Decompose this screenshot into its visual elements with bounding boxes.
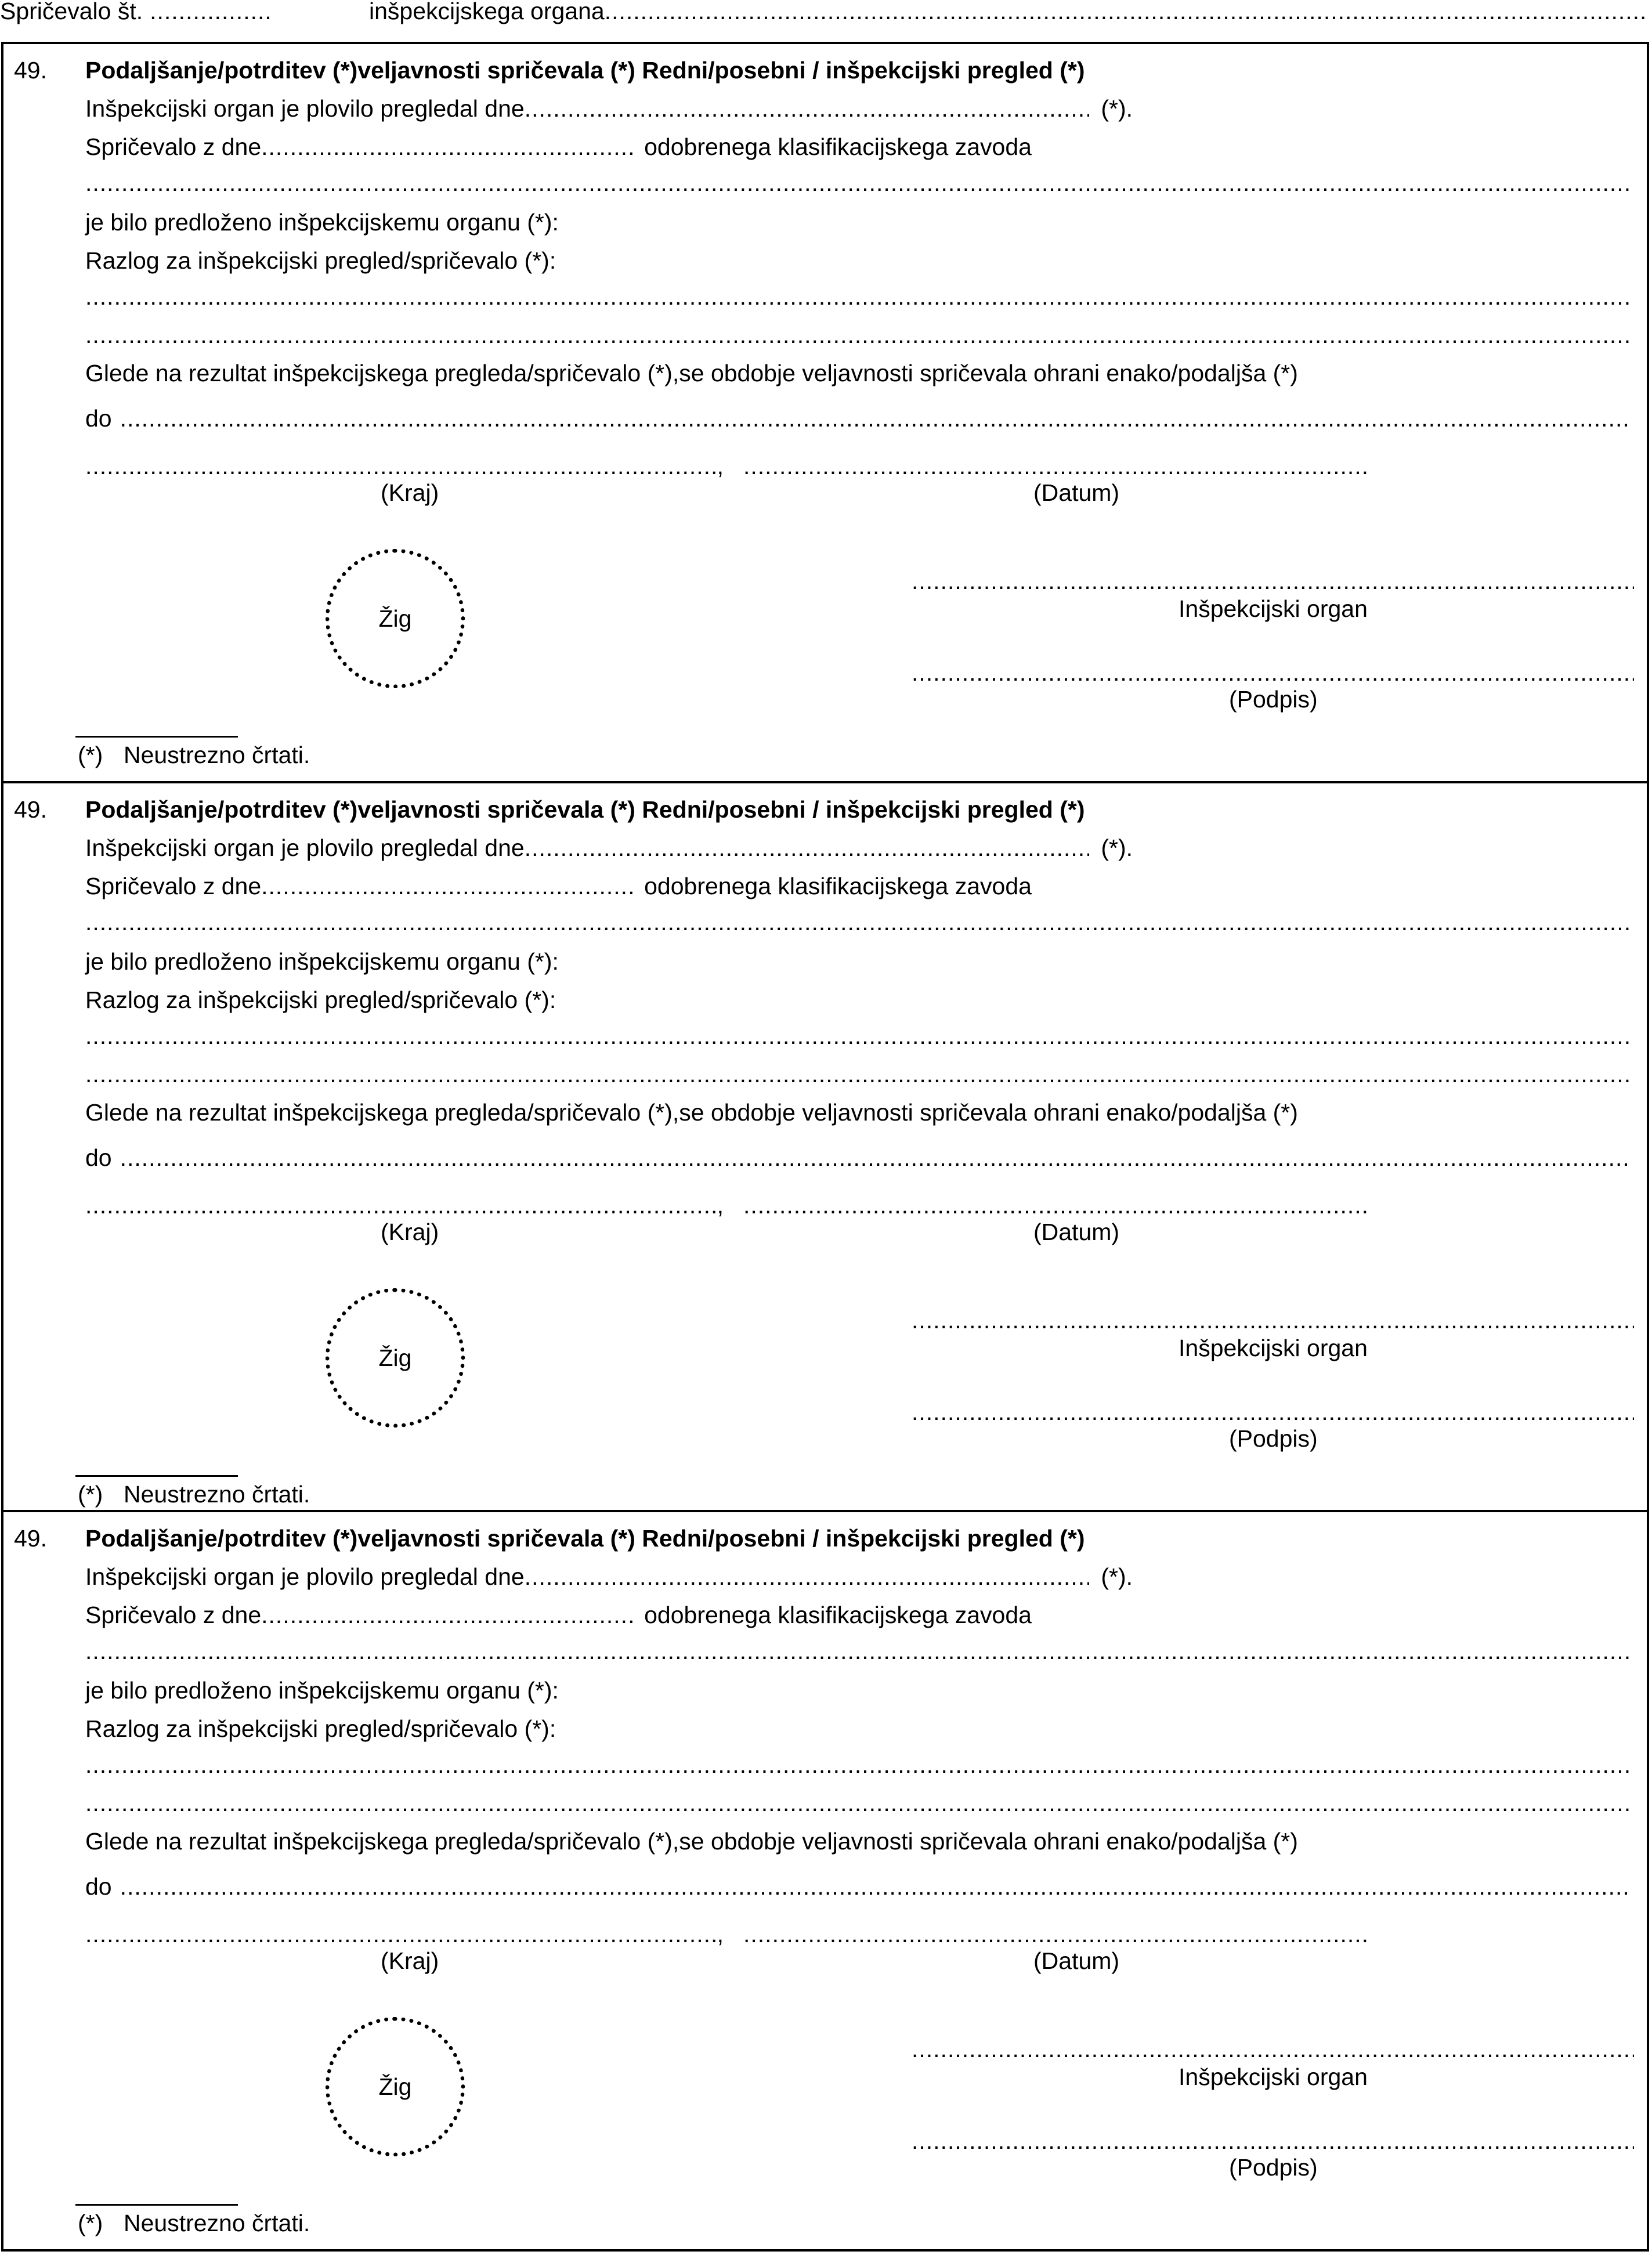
result-text: Glede na rezultat inšpekcijskega pregleda/spričevalo (*),se obdobje veljavnosti spričevala ohrani enako/podaljša (*) — [85, 360, 1298, 386]
until-dots — [120, 404, 1629, 433]
inspection-date-suffix: (*). — [1101, 95, 1133, 122]
section-number: 49. — [14, 796, 47, 823]
place-date-separator: , — [717, 453, 724, 479]
certificate-date-suffix: odobrenega klasifikacijskega zavoda — [644, 1602, 1032, 1628]
organ-field[interactable] — [369, 0, 1646, 26]
reason-line-1[interactable] — [85, 1021, 1629, 1050]
endorsement-section-2 — [1, 781, 1649, 1513]
section-number: 49. — [14, 1525, 47, 1552]
until-field[interactable] — [85, 404, 1629, 433]
until-field[interactable] — [85, 1872, 1629, 1901]
signature-field[interactable] — [912, 1397, 1634, 1426]
place-field[interactable] — [85, 1920, 724, 1949]
place-dots — [85, 1920, 717, 1949]
classification-society-field[interactable] — [85, 1636, 1629, 1665]
reason-line-2-dots — [85, 320, 1629, 349]
organ-dots — [605, 0, 1646, 26]
date-label: (Datum) — [1033, 1947, 1120, 1974]
certificate-date-field[interactable] — [85, 872, 1130, 901]
certificate-date-dots — [261, 872, 632, 901]
inspection-date-field[interactable] — [85, 1562, 1133, 1591]
signature-field[interactable] — [912, 2126, 1634, 2155]
inspector-dots — [912, 566, 1634, 595]
signature-dots — [912, 2126, 1634, 2155]
place-label: (Kraj) — [381, 1219, 439, 1245]
reason-line-2-dots — [85, 1060, 1629, 1089]
section-title: Podaljšanje/potrditev (*)veljavnosti spričevala (*) Redni/posebni / inšpekcijski pregled (*) — [85, 796, 1085, 823]
date-field[interactable] — [743, 1920, 1370, 1949]
reason-label: Razlog za inšpekcijski pregled/spričevalo (*): — [85, 247, 556, 274]
signature-label: (Podpis) — [1229, 686, 1318, 713]
place-label: (Kraj) — [381, 479, 439, 506]
date-dots — [743, 1191, 1370, 1220]
footnote-text: Neustrezno črtati. — [124, 2210, 310, 2236]
until-label: do — [85, 405, 112, 432]
certificate-date-suffix: odobrenega klasifikacijskega zavoda — [644, 133, 1032, 160]
certificate-date-label: Spričevalo z dne — [85, 133, 262, 160]
footnote-marker: (*) — [78, 1481, 103, 1508]
place-date-separator: , — [717, 1921, 724, 1947]
inspection-date-label: Inšpekcijski organ je plovilo pregledal dne — [85, 1563, 525, 1590]
signature-field[interactable] — [912, 658, 1634, 687]
reason-line-1[interactable] — [85, 1750, 1629, 1779]
date-label: (Datum) — [1033, 479, 1120, 506]
signature-label: (Podpis) — [1229, 1425, 1318, 1452]
reason-line-2[interactable] — [85, 1060, 1629, 1089]
endorsement-section-3 — [1, 1510, 1649, 2252]
place-dots — [85, 1191, 717, 1220]
section-title: Podaljšanje/potrditev (*)veljavnosti spričevala (*) Redni/posebni / inšpekcijski pregled (*) — [85, 57, 1085, 84]
result-text: Glede na rezultat inšpekcijskega pregleda/spričevalo (*),se obdobje veljavnosti spričevala ohrani enako/podaljša (*) — [85, 1828, 1298, 1855]
place-label: (Kraj) — [381, 1947, 439, 1974]
reason-line-1-dots — [85, 1021, 1629, 1050]
inspector-field[interactable] — [912, 1306, 1634, 1335]
inspection-date-label: Inšpekcijski organ je plovilo pregledal dne — [85, 95, 525, 122]
place-date-separator: , — [717, 1192, 724, 1219]
certificate-number-field[interactable] — [0, 0, 273, 26]
inspection-date-suffix: (*). — [1101, 834, 1133, 861]
date-field[interactable] — [743, 1191, 1370, 1220]
reason-line-2-dots — [85, 1788, 1629, 1817]
until-dots — [120, 1143, 1629, 1172]
stamp-label: Žig — [378, 605, 412, 632]
footnote-text: Neustrezno črtati. — [124, 742, 310, 768]
place-field[interactable] — [85, 1191, 724, 1220]
footnote-text: Neustrezno črtati. — [124, 1481, 310, 1508]
place-field[interactable] — [85, 451, 724, 480]
footnote-rule — [75, 2204, 238, 2206]
reason-label: Razlog za inšpekcijski pregled/spričevalo (*): — [85, 986, 556, 1013]
section-title: Podaljšanje/potrditev (*)veljavnosti spričevala (*) Redni/posebni / inšpekcijski pregled (*) — [85, 1525, 1085, 1552]
submitted-label: je bilo predloženo inšpekcijskemu organu (*): — [85, 948, 559, 975]
footnote-rule — [75, 736, 238, 738]
signature-label: (Podpis) — [1229, 2154, 1318, 2181]
until-field[interactable] — [85, 1143, 1629, 1172]
reason-line-2[interactable] — [85, 320, 1629, 349]
reason-label: Razlog za inšpekcijski pregled/spričevalo (*): — [85, 1715, 556, 1742]
date-field[interactable] — [743, 451, 1370, 480]
section-number: 49. — [14, 57, 47, 84]
stamp-label: Žig — [378, 1344, 412, 1371]
certificate-date-dots — [261, 1600, 632, 1629]
stamp-circle — [326, 2017, 465, 2156]
inspection-date-label: Inšpekcijski organ je plovilo pregledal dne — [85, 834, 525, 861]
inspector-field[interactable] — [912, 2034, 1634, 2064]
inspector-label: Inšpekcijski organ — [1179, 595, 1368, 622]
stamp-label: Žig — [378, 2073, 412, 2100]
classification-society-dots — [85, 168, 1629, 197]
certificate-number-dots — [150, 0, 273, 26]
footnote-marker: (*) — [78, 2210, 103, 2236]
submitted-label: je bilo predloženo inšpekcijskemu organu (*): — [85, 1677, 559, 1704]
certificate-date-label: Spričevalo z dne — [85, 1602, 262, 1628]
certificate-date-field[interactable] — [85, 1600, 1130, 1629]
inspector-label: Inšpekcijski organ — [1179, 1335, 1368, 1361]
place-dots — [85, 451, 717, 480]
result-text: Glede na rezultat inšpekcijskega pregleda/spričevalo (*),se obdobje veljavnosti spričevala ohrani enako/podaljša (*) — [85, 1099, 1298, 1126]
certificate-number-label: Spričevalo št. — [0, 0, 143, 24]
reason-line-1-dots — [85, 282, 1629, 311]
date-dots — [743, 1920, 1370, 1949]
until-label: do — [85, 1144, 112, 1171]
date-dots — [743, 451, 1370, 480]
certificate-date-dots — [261, 132, 632, 161]
inspector-dots — [912, 1306, 1634, 1335]
organ-label: inšpekcijskega organa — [369, 0, 605, 24]
certificate-date-label: Spričevalo z dne — [85, 873, 262, 899]
classification-society-dots — [85, 908, 1629, 937]
reason-line-2[interactable] — [85, 1788, 1629, 1817]
inspection-date-field[interactable] — [85, 833, 1133, 862]
until-dots — [120, 1872, 1629, 1901]
certificate-date-suffix: odobrenega klasifikacijskega zavoda — [644, 873, 1032, 899]
inspection-date-dots — [525, 94, 1090, 123]
until-label: do — [85, 1873, 112, 1900]
footnote-marker: (*) — [78, 742, 103, 768]
stamp-circle — [326, 549, 465, 688]
classification-society-field[interactable] — [85, 168, 1629, 197]
inspector-field[interactable] — [912, 566, 1634, 595]
inspection-date-dots — [525, 833, 1090, 862]
reason-line-1[interactable] — [85, 282, 1629, 311]
signature-dots — [912, 1397, 1634, 1426]
classification-society-dots — [85, 1636, 1629, 1665]
reason-line-1-dots — [85, 1750, 1629, 1779]
stamp-circle — [326, 1288, 465, 1428]
page-header — [0, 0, 1652, 32]
footnote-rule — [75, 1475, 238, 1477]
date-label: (Datum) — [1033, 1219, 1120, 1245]
inspection-date-dots — [525, 1562, 1090, 1591]
certificate-date-field[interactable] — [85, 132, 1130, 161]
inspection-date-field[interactable] — [85, 94, 1133, 123]
signature-dots — [912, 658, 1634, 687]
submitted-label: je bilo predloženo inšpekcijskemu organu (*): — [85, 209, 559, 236]
inspector-dots — [912, 2034, 1634, 2064]
endorsement-section-1 — [1, 42, 1649, 786]
classification-society-field[interactable] — [85, 908, 1629, 937]
inspector-label: Inšpekcijski organ — [1179, 2064, 1368, 2090]
inspection-date-suffix: (*). — [1101, 1563, 1133, 1590]
